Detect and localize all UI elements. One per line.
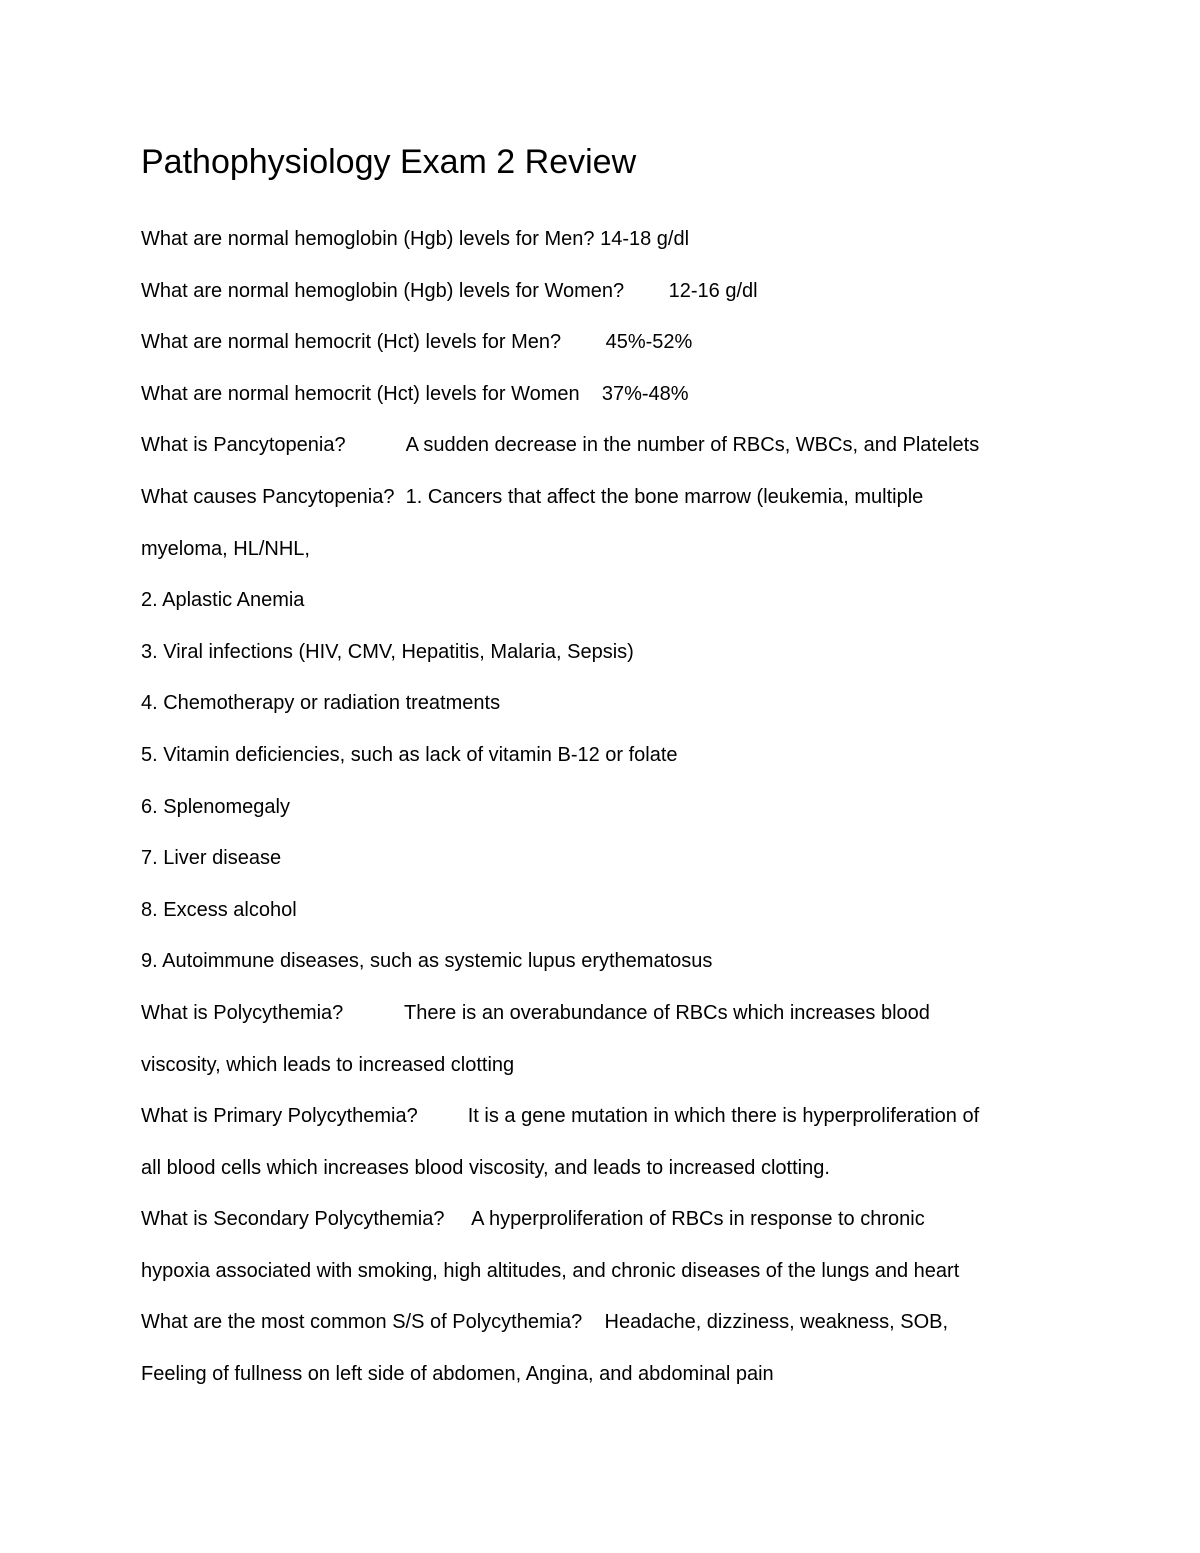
list-item: 7. Liver disease [141, 847, 282, 870]
text-line: What is Secondary Polycythemia? A hyperproliferation of RBCs in response to chronic [141, 1208, 925, 1231]
text-line: What are normal hemocrit (Hct) levels for Women 37%-48% [141, 382, 689, 405]
text-line: viscosity, which leads to increased clotting [141, 1053, 515, 1076]
text-line: all blood cells which increases blood viscosity, and leads to increased clotting. [141, 1156, 830, 1179]
list-item: 9. Autoimmune diseases, such as systemic lupus erythematosus [141, 950, 713, 973]
text-line: What are normal hemocrit (Hct) levels for Men? 45%-52% [141, 331, 693, 354]
text-line: What are normal hemoglobin (Hgb) levels for Men? 14-18 g/dl [141, 228, 690, 250]
list-item: 4. Chemotherapy or radiation treatments [141, 692, 501, 715]
text-line: What is Primary Polycythemia? It is a gene mutation in which there is hyperproliferation of [141, 1105, 980, 1128]
document-body [141, 214, 1071, 1401]
text-line: What are normal hemoglobin (Hgb) levels for Women? 12-16 g/dl [141, 279, 758, 302]
list-item: 5. Vitamin deficiencies, such as lack of vitamin B-12 or folate [141, 743, 678, 766]
text-line: What is Polycythemia? There is an overabundance of RBCs which increases blood [141, 1001, 930, 1024]
list-item: 3. Viral infections (HIV, CMV, Hepatitis, Malaria, Sepsis) [141, 640, 634, 663]
page-title: Pathophysiology Exam 2 Review [141, 143, 637, 181]
text-line: What are the most common S/S of Polycythemia? Headache, dizziness, weakness, SOB, [141, 1311, 949, 1334]
list-item: 8. Excess alcohol [141, 898, 297, 921]
text-line: Feeling of fullness on left side of abdomen, Angina, and abdominal pain [141, 1363, 774, 1386]
text-line: hypoxia associated with smoking, high altitudes, and chronic diseases of the lungs and heart [141, 1259, 960, 1282]
text-line: What is Pancytopenia? A sudden decrease in the number of RBCs, WBCs, and Platelets [141, 434, 980, 457]
list-item: 6. Splenomegaly [141, 795, 290, 818]
text-line: What causes Pancytopenia? 1. Cancers that affect the bone marrow (leukemia, multiple [141, 485, 924, 508]
list-item: 2. Aplastic Anemia [141, 589, 305, 612]
text-line: myeloma, HL/NHL, [141, 537, 310, 560]
